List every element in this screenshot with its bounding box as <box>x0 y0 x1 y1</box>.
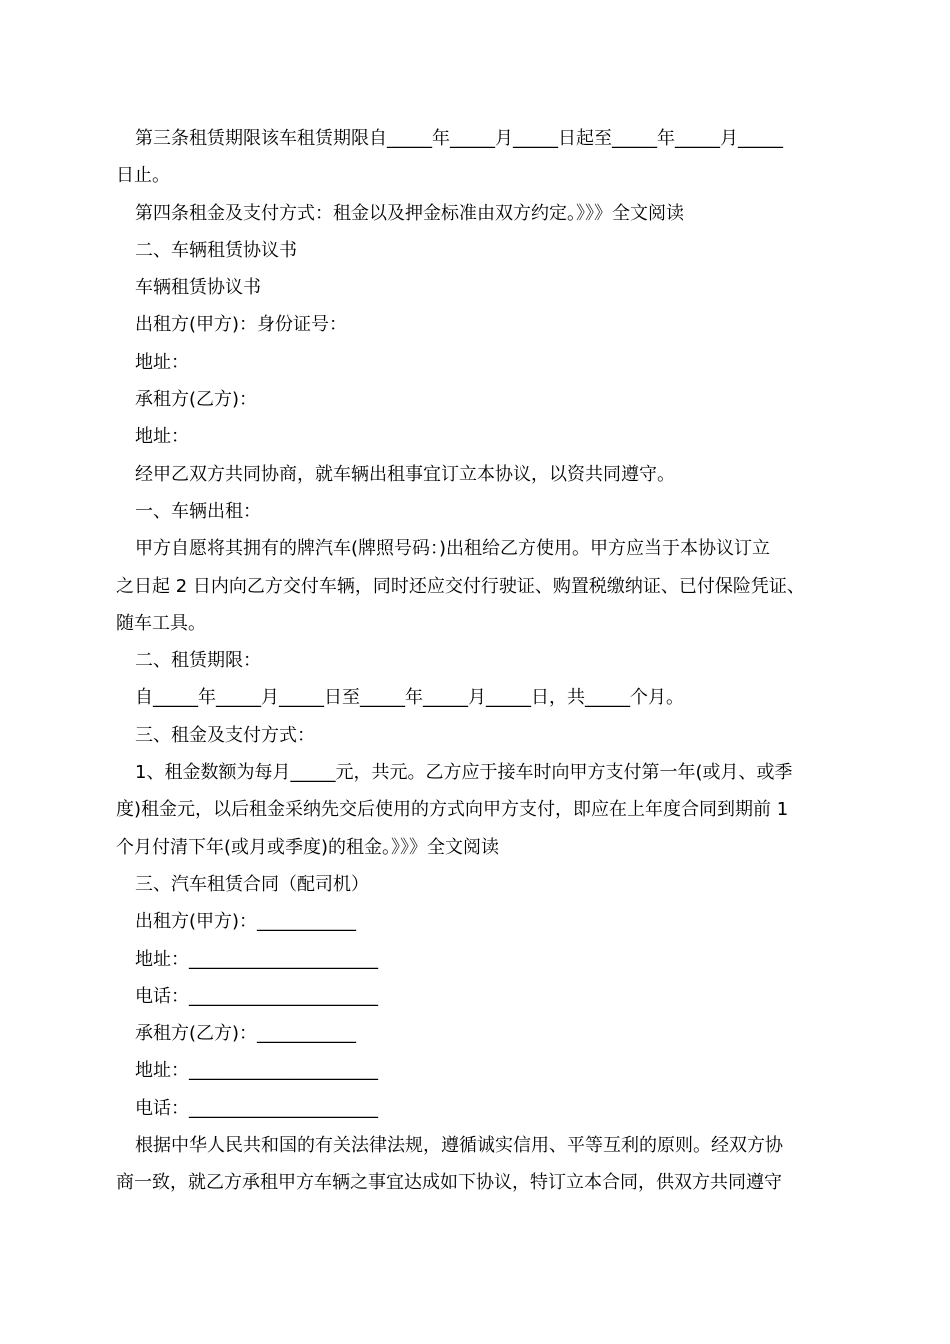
text-line: 地址： <box>135 351 189 373</box>
text-line: 度)租金元，以后租金采纳先交后使用的方式向甲方支付，即应在上年度合同到期前 1 <box>116 799 789 821</box>
text-line: 自_____年_____月_____日至_____年_____月_____日，共_____个月。 <box>135 687 684 709</box>
text-line: 电话：_____________________ <box>135 1097 378 1119</box>
text-line: 出租方(甲方)：身份证号： <box>135 314 348 336</box>
text-line: 承租方(乙方)： <box>135 389 258 411</box>
text-line: 车辆租赁协议书 <box>135 277 261 299</box>
text-line: 第四条租金及支付方式：租金以及押金标准由双方约定。》》》全文阅读 <box>135 202 684 224</box>
text-line: 根据中华人民共和国的有关法律法规，遵循诚实信用、平等互利的原则。经双方协 <box>135 1135 783 1157</box>
text-line: 甲方自愿将其拥有的牌汽车(牌照号码：)出租给乙方使用。甲方应当于本协议订立 <box>135 538 771 560</box>
text-line: 地址：_____________________ <box>135 948 378 970</box>
text-line: 随车工具。 <box>116 612 206 634</box>
text-line: 出租方(甲方)：___________ <box>135 911 357 933</box>
text-line: 二、租赁期限： <box>135 650 261 672</box>
text-line: 二、车辆租赁协议书 <box>135 239 297 261</box>
text-line: 三、租金及支付方式： <box>135 724 315 746</box>
text-line: 日止。 <box>116 165 170 187</box>
text-line: 三、汽车租赁合同（配司机） <box>135 873 369 895</box>
text-line: 承租方(乙方)：___________ <box>135 1023 357 1045</box>
text-line: 地址：_____________________ <box>135 1060 378 1082</box>
text-line: 电话：_____________________ <box>135 985 378 1007</box>
text-line: 经甲乙双方共同协商，就车辆出租事宜订立本协议，以资共同遵守。 <box>135 463 675 485</box>
text-line: 之日起 2 日内向乙方交付车辆，同时还应交付行驶证、购置税缴纳证、已付保险凭证、 <box>116 575 805 597</box>
text-line: 一、车辆出租： <box>135 500 261 522</box>
document-body <box>116 120 846 1202</box>
text-line: 商一致，就乙方承租甲方车辆之事宜达成如下协议，特订立本合同，供双方共同遵守 <box>116 1172 782 1194</box>
text-line: 个月付清下年(或月或季度)的租金。》》》全文阅读 <box>116 836 500 858</box>
text-line: 地址： <box>135 426 189 448</box>
text-line: 第三条租赁期限该车租赁期限自_____年_____月_____日起至_____年_____月_____ <box>135 128 783 149</box>
text-line: 1、租金数额为每月_____元，共元。乙方应于接车时向甲方支付第一年(或月、或季 <box>135 762 793 784</box>
